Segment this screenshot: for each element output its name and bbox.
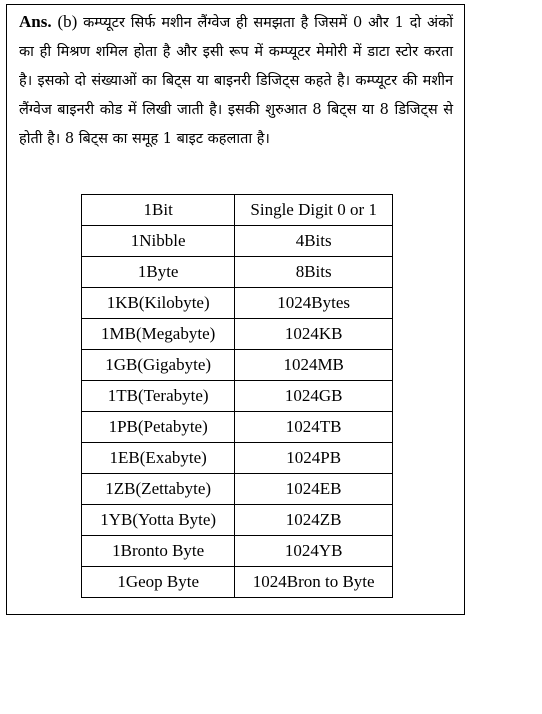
table-row <box>82 257 393 288</box>
unit-cell: 1TB(Terabyte) <box>82 381 235 412</box>
unit-cell: 1Bronto Byte <box>82 536 235 567</box>
answer-body-text: कम्प्यूटर सिर्फ मशीन लैंग्वेज ही समझता है जिसमें 0 और 1 दो अंकों का ही मिश्रण शमिल होता है और इसी रूप में कम्प्यूटर मेमोरी में डाटा स्टोर करता है। इसको दो संख्याओं का बिट्स या बाइनरी डिजिट्स कहते है। कम्प्यूटर की मशीन लैंग्वेज बाइनरी कोड में लिखी जाती है। इसकी शुरुआत 8 बिट्स या 8 डिजिट्स से होती है। 8 बिट्स का समूह 1 बाइट कहलाता है। <box>19 15 454 147</box>
unit-cell: 1ZB(Zettabyte) <box>82 474 235 505</box>
value-cell: 1024KB <box>235 319 393 350</box>
table-row <box>82 319 393 350</box>
unit-cell: 1Byte <box>82 257 235 288</box>
unit-cell: 1MB(Megabyte) <box>82 319 235 350</box>
value-cell: 1024PB <box>235 443 393 474</box>
memory-units-table <box>81 194 393 598</box>
value-cell: 8Bits <box>235 257 393 288</box>
answer-box <box>6 4 465 615</box>
value-cell: 1024YB <box>235 536 393 567</box>
unit-cell: 1Geop Byte <box>82 567 235 598</box>
table-row <box>82 536 393 567</box>
unit-cell: 1Bit <box>82 195 235 226</box>
memory-units-table-body <box>82 195 393 598</box>
table-row <box>82 412 393 443</box>
table-row <box>82 505 393 536</box>
unit-cell: 1PB(Petabyte) <box>82 412 235 443</box>
unit-cell: 1Nibble <box>82 226 235 257</box>
value-cell: 1024EB <box>235 474 393 505</box>
answer-paragraph <box>19 7 453 154</box>
unit-cell: 1EB(Exabyte) <box>82 443 235 474</box>
table-row <box>82 195 393 226</box>
value-cell: Single Digit 0 or 1 <box>235 195 393 226</box>
answer-option: (b) <box>57 12 78 31</box>
table-row <box>82 443 393 474</box>
value-cell: 4Bits <box>235 226 393 257</box>
unit-cell: 1KB(Kilobyte) <box>82 288 235 319</box>
value-cell: 1024Bytes <box>235 288 393 319</box>
unit-cell: 1YB(Yotta Byte) <box>82 505 235 536</box>
table-row <box>82 288 393 319</box>
table-row <box>82 381 393 412</box>
table-row <box>82 567 393 598</box>
unit-cell: 1GB(Gigabyte) <box>82 350 235 381</box>
value-cell: 1024GB <box>235 381 393 412</box>
value-cell: 1024Bron to Byte <box>235 567 393 598</box>
value-cell: 1024TB <box>235 412 393 443</box>
table-row <box>82 474 393 505</box>
table-row <box>82 226 393 257</box>
table-row <box>82 350 393 381</box>
answer-label: Ans. <box>19 12 52 31</box>
value-cell: 1024ZB <box>235 505 393 536</box>
value-cell: 1024MB <box>235 350 393 381</box>
